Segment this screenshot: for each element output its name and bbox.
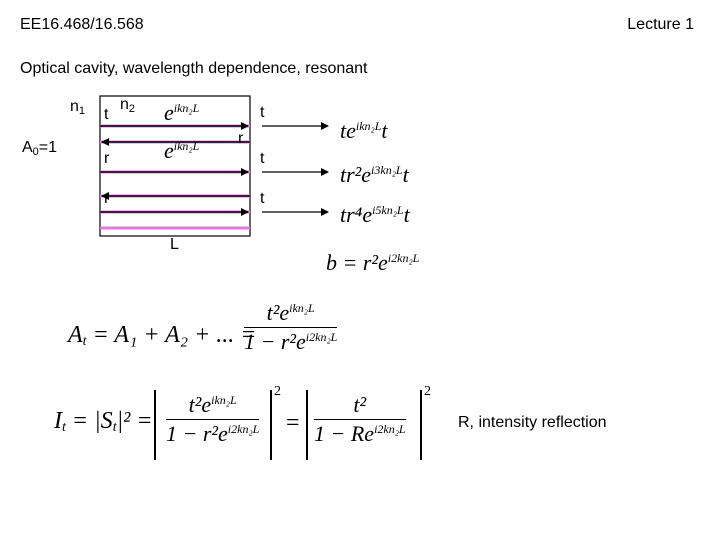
It-fraction-2 — [314, 392, 406, 447]
a0-label: $A_0=1$ — [22, 139, 58, 158]
It-denominator-2: $1 - Re^{i2kn_2L}$ — [314, 421, 406, 446]
n1-label: $n_1$ — [70, 98, 86, 117]
abs-bar-right-1 — [270, 390, 272, 460]
output-term-2: $tr^2e^{i3kn_2L}t$ — [340, 162, 409, 187]
n2-label: $n_2$ — [120, 96, 136, 115]
lecture-number: Lecture 1 — [627, 16, 694, 33]
At-denominator: $1 - r^2e^{i2kn_2L}$ — [244, 329, 338, 354]
It-denominator-1: $1 - r^2e^{i2kn_2L}$ — [166, 421, 260, 446]
abs-bar-right-2 — [420, 390, 422, 460]
At-fraction — [244, 300, 337, 355]
It-power-2: 2 — [424, 384, 431, 399]
phase-term-1: $e^{ikn_2L}$ — [164, 100, 200, 125]
It-fraction-1 — [166, 392, 259, 447]
slide-title: Optical cavity, wavelength dependence, resonant — [20, 60, 368, 77]
intensity-reflection-note: R, intensity reflection — [458, 414, 607, 431]
At-fraction-bar — [244, 327, 337, 328]
It-power-1: 2 — [274, 384, 281, 399]
cavity-length-label: L — [170, 236, 179, 253]
r-right-label: r — [238, 130, 244, 147]
phase-term-2: $e^{ikn_2L}$ — [164, 138, 200, 163]
It-fraction-bar-1 — [166, 419, 259, 420]
t-left-label: t — [104, 106, 109, 123]
It-fraction-bar-2 — [314, 419, 406, 420]
b-definition: $b = r^2e^{i2kn_2L}$ — [326, 250, 420, 275]
It-numerator-1: $t^2e^{ikn_2L}$ — [188, 392, 237, 417]
abs-bar-left-2 — [306, 390, 308, 460]
It-equals-2: = — [286, 410, 300, 436]
It-numerator-2: t² — [353, 392, 367, 417]
t-right-label-1: t — [260, 104, 265, 121]
It-lhs: $I_t = |S_t|^2$ = — [54, 408, 153, 435]
abs-bar-left-1 — [154, 390, 156, 460]
r-left-label-1: r — [104, 150, 110, 167]
course-code: EE16.468/16.568 — [20, 16, 144, 33]
r-left-label-2: r — [104, 190, 110, 207]
output-term-3: $tr^4e^{i5kn_2L}t$ — [340, 202, 410, 227]
At-lhs: $A_t = A_1 + A_2$ + ... = — [68, 322, 257, 349]
t-right-label-2: t — [260, 150, 265, 167]
At-numerator: $t^2e^{ikn_2L}$ — [266, 300, 315, 325]
output-term-1: $te^{ikn_2L}t$ — [340, 118, 388, 143]
output-arrows — [262, 126, 328, 212]
t-right-label-3: t — [260, 190, 265, 207]
